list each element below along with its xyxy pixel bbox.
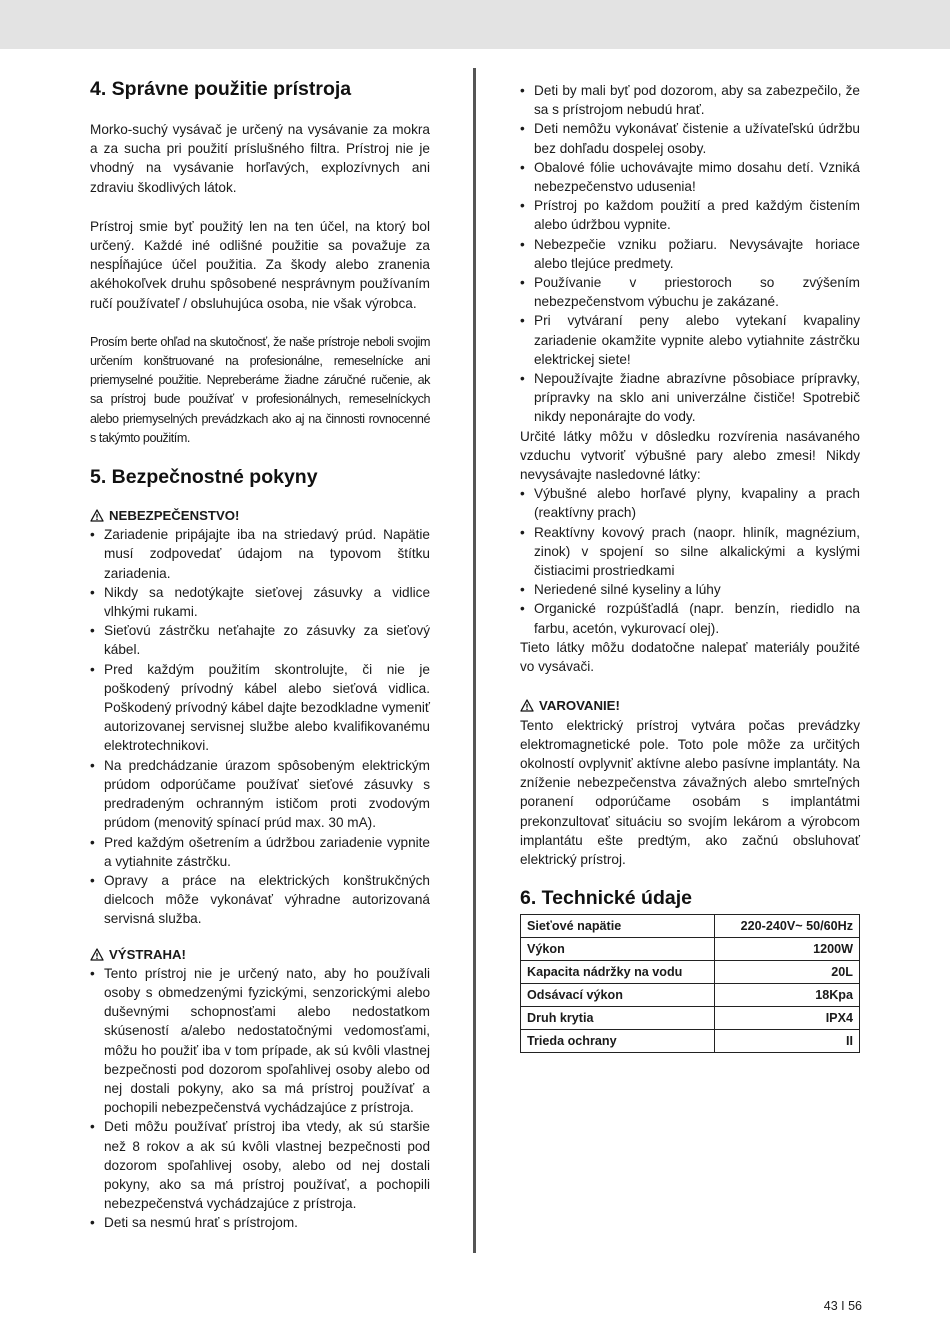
list-item: • Tento prístroj nie je určený nato, aby ho používali osoby s obmedzenými fyzickými, senzorickými alebo duševnými schopnosťami alebo nedostatkom skúseností a/alebo nedostatočnými vedomosťami, môžu ho použiť iba v tom prípade, ak sú kvôli vlastnej bezpečnosti pod dozorom spoľahlivej osoby alebo od nej dostali pokyny, ako sa má prístroj používať a pochopili nebezpečenstvá vychádzajúce z prístroja. [90, 964, 430, 1118]
table-row [521, 984, 860, 1007]
spec-value: 18Kpa [715, 984, 860, 1007]
section-4-title: 4. Správne použitie prístroja [90, 78, 352, 100]
warning-heading [90, 945, 430, 964]
spec-value: 220-240V~ 50/60Hz [715, 915, 860, 938]
caution-label: VAROVANIE! [539, 698, 620, 714]
section-4-paragraph-3: Prosím berte ohľad na skutočnosť, že naše prístroje neboli svojim určením konštruované na profesionálne, remeselnícke ani priemyselné použitie. Nepreberáme žiadne záručné ručenie, ak sa prístroj bude používať v profesionálnych, remeselníckych alebo priemyselných prevádzkach ako aj na činnosti rovnocenné s takýmto použitím. [90, 334, 430, 445]
spec-label: Trieda ochrany [521, 1030, 715, 1053]
list-item: • Používanie v priestoroch so zvýšením nebezpečenstvom výbuchu je zakázané. [520, 273, 860, 311]
technical-data-table [520, 914, 860, 1053]
list-item: • Organické rozpúšťadlá (napr. benzín, riedidlo na farbu, acetón, vykurovací olej). [520, 599, 860, 637]
right-column [520, 81, 860, 1053]
section-4-paragraph-1: Morko-suchý vysávač je určený na vysávanie za mokra a za sucha pri použití príslušného filtra. Prístroj nie je vhodný na vysávanie horľavých, explozívnych ani zdraviu škodlivých látok. [90, 122, 430, 195]
spec-label: Výkon [521, 938, 715, 961]
danger-list [90, 525, 430, 928]
warning-triangle-icon [90, 948, 104, 961]
list-item: • Pri vytváraní peny alebo vytekaní kvapaliny zariadenie okamžite vypnite alebo vytiahnite zástrčku elektrickej siete! [520, 311, 860, 369]
list-item: • Opravy a práce na elektrických konštrukčných dielcoch môže vykonávať výhradne autorizovaná servisná služba. [90, 871, 430, 929]
list-item: • Nebezpečie vzniku požiaru. Nevysávajte horiace alebo tlejúce predmety. [520, 235, 860, 273]
list-item: • Pred každým použitím skontrolujte, či nie je poškodený prívodný kábel alebo sieťová vidlica. Poškodený prívodný kábel dajte bezodkladne vymeniť autorizovanej servisnej službe alebo kvalifikovanému elektrotechnikovi. [90, 660, 430, 756]
list-item: • Sieťovú zástrčku neťahajte zo zásuvky za sieťový kábel. [90, 621, 430, 659]
danger-heading [90, 506, 430, 525]
column-divider [473, 68, 476, 1253]
list-item: • Nikdy sa nedotýkajte sieťovej zásuvky a vidlice vlhkými rukami. [90, 583, 430, 621]
spec-label: Kapacita nádržky na vodu [521, 961, 715, 984]
substances-list [520, 484, 860, 638]
list-item: • Výbušné alebo horľavé plyny, kvapaliny a prach (reaktívny prach) [520, 484, 860, 522]
list-item: • Deti nemôžu vykonávať čistenie a užívateľskú údržbu bez dohľadu dospelej osoby. [520, 119, 860, 157]
top-bar [0, 0, 950, 49]
list-item: • Obalové fólie uchovávajte mimo dosahu detí. Vzniká nebezpečenstvo udusenia! [520, 158, 860, 196]
list-item: • Deti by mali byť pod dozorom, aby sa zabezpečilo, že sa s prístrojom nebudú hrať. [520, 81, 860, 119]
table-row [521, 1007, 860, 1030]
list-item: • Zariadenie pripájajte iba na striedavý prúd. Napätie musí zodpovedať údajom na typovom štítku zariadenia. [90, 525, 430, 583]
section-5-title: 5. Bezpečnostné pokyny [90, 466, 318, 489]
list-item: • Neriedené silné kyseliny a lúhy [520, 580, 860, 599]
caution-text: Tento elektrický prístroj vytvára počas prevádzky elektromagnetické pole. Toto pole môže za určitých okolností ovplyvniť aktívne alebo pasívne implantáty. Na zníženie nebezpečenstva závažných alebo smrteľných poranení odporúčame osobám s implantátmi prekonzultovať situáciu so svojím lekárom a výrobcom implantátu ešte predtým, ako začnú obsluhovať elektrický prístroj. [520, 717, 860, 867]
list-item: • Prístroj po každom použití a pred každým čistením alebo údržbou vypnite. [520, 196, 860, 234]
spec-label: Sieťové napätie [521, 915, 715, 938]
danger-label: NEBEZPEČENSTVO! [109, 508, 240, 524]
table-row [521, 1030, 860, 1053]
list-item: • Pred každým ošetrením a údržbou zariadenie vypnite a vytiahnite zástrčku. [90, 833, 430, 871]
list-item: • Deti môžu používať prístroj iba vtedy, ak sú staršie než 8 rokov a ak sú kvôli vlastnej bezpečnosti pod dozorom spoľahlivej osoby, alebo od nej dostali pokyny, ako sa má prístroj používať, a pochopili nebezpečenstvá vychádzajúce z prístroja. [90, 1117, 430, 1213]
caution-heading [520, 696, 860, 715]
spec-value: 20L [715, 961, 860, 984]
spec-label: Druh krytia [521, 1007, 715, 1030]
table-row [521, 961, 860, 984]
list-item: • Nepoužívajte žiadne abrazívne pôsobiace prípravky, prípravky na sklo ani univerzálne čističe! Spotrebič nikdy neponárajte do vody. [520, 369, 860, 427]
spec-value: 1200W [715, 938, 860, 961]
section-6-title: 6. Technické údaje [520, 887, 692, 910]
substances-outro: Tieto látky môžu dodatočne nalepať materiály použité vo vysávači. [520, 639, 860, 675]
table-row [521, 938, 860, 961]
left-column [90, 76, 430, 1233]
table-row [521, 915, 860, 938]
safety-list-continued [520, 81, 860, 427]
list-item: • Na predchádzanie úrazom spôsobeným elektrickým prúdom odporúčame používať sieťové zásuvky s predradeným ochranným ističom proti zvodovým prúdom (menovitý spínací prúd max. 30 mA). [90, 756, 430, 833]
warning-triangle-icon [90, 509, 104, 522]
warning-list [90, 964, 430, 1233]
spec-value: IPX4 [715, 1007, 860, 1030]
warning-triangle-icon [520, 699, 534, 712]
warning-label: VÝSTRAHA! [109, 946, 186, 962]
list-item: • Reaktívny kovový prach (naopr. hliník, magnézium, zinok) v spojení so silne alkalickými a kyslými čistiacimi prostriedkami [520, 523, 860, 581]
page-number: 43 I 56 [823, 1299, 862, 1313]
substances-intro: Určité látky môžu v dôsledku rozvírenia nasávaného vzduchu vytvoriť výbušné pary alebo zmesi! Nikdy nevysávajte nasledovné látky: [520, 428, 860, 483]
list-item: • Deti sa nesmú hrať s prístrojom. [90, 1213, 430, 1232]
spec-value: II [715, 1030, 860, 1053]
spec-label: Odsávací výkon [521, 984, 715, 1007]
section-4-paragraph-2: Prístroj smie byť použitý len na ten účel, na ktorý bol určený. Každé iné odlišné použitie sa považuje za nespĺňajúce účel použitia. Za škody alebo zranenia akéhokoľvek druhu spôsobené nesprávnym používaním ručí používateľ / obsluhujúca osoba, nie však výrobca. [90, 218, 430, 311]
